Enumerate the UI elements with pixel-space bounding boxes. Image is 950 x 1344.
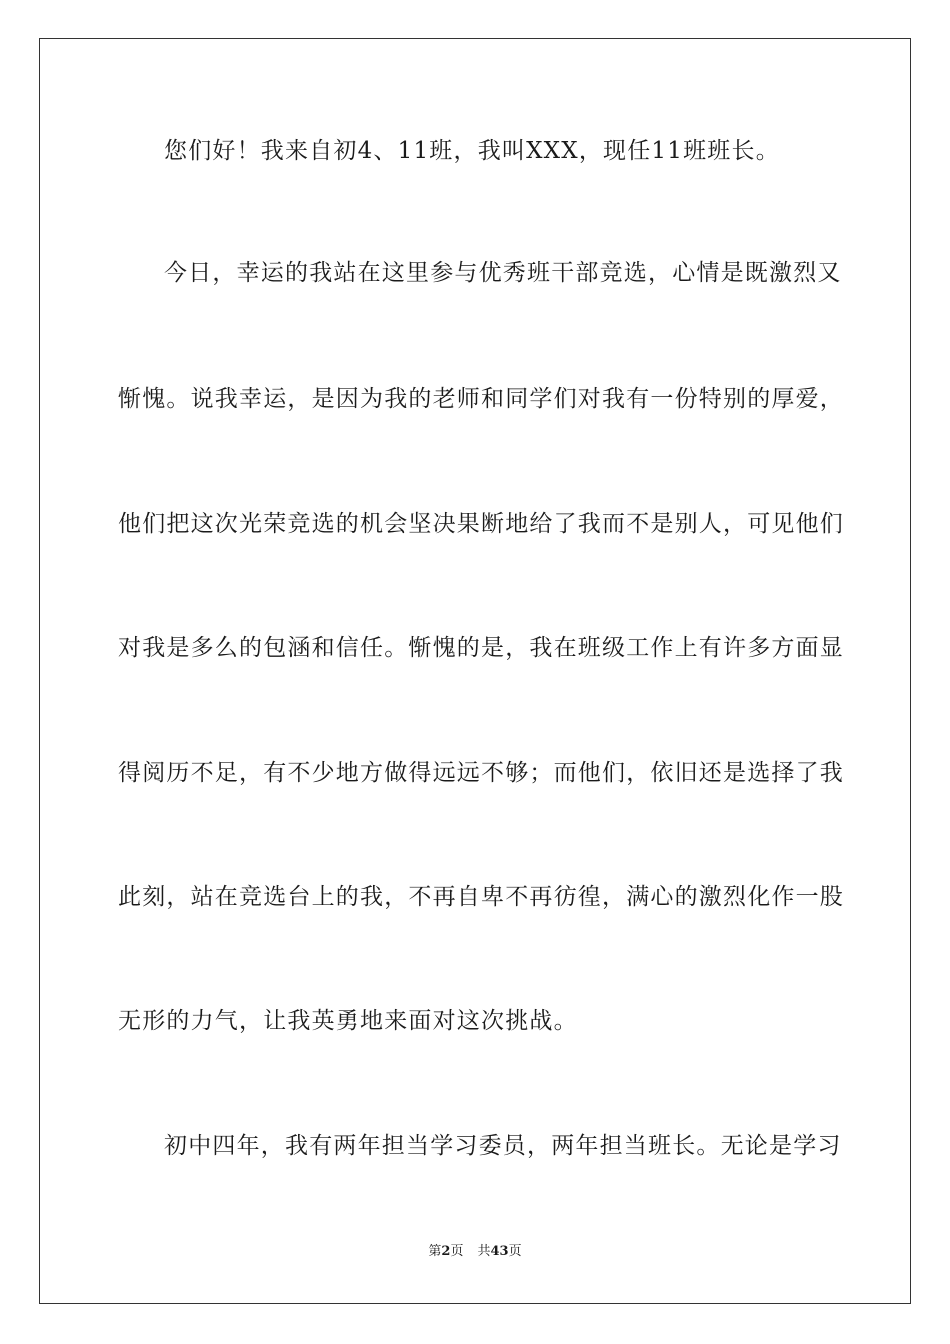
paragraph-line: 无形的力气，让我英勇地来面对这次挑战。 — [118, 1008, 578, 1034]
total-pages: 43 — [490, 1244, 509, 1259]
paragraph-line: 您们好！我来自初4、11班，我叫XXX，现任11班班长。 — [164, 138, 780, 164]
page-label-prefix: 第 — [428, 1244, 442, 1259]
paragraph-line: 今日，幸运的我站在这里参与优秀班干部竞选，心情是既激烈又 — [164, 260, 842, 286]
paragraph-line: 得阅历不足，有不少地方做得远远不够；而他们，依旧还是选择了我 — [118, 760, 844, 786]
paragraph-line: 他们把这次光荣竞选的机会坚决果断地给了我而不是别人，可见他们 — [118, 511, 844, 537]
paragraph-line: 对我是多么的包涵和信任。惭愧的是，我在班级工作上有许多方面显 — [118, 635, 844, 661]
total-label-suffix: 页 — [508, 1244, 522, 1259]
paragraph-line: 此刻，站在竞选台上的我，不再自卑不再彷徨，满心的激烈化作一股 — [118, 884, 844, 910]
page-footer — [0, 1243, 950, 1261]
paragraph-line: 惭愧。说我幸运，是因为我的老师和同学们对我有一份特别的厚爱， — [118, 386, 844, 412]
page-number: 2 — [441, 1244, 451, 1259]
page-border — [39, 38, 911, 1304]
paragraph-line: 初中四年，我有两年担当学习委员，两年担当班长。无论是学习 — [164, 1133, 842, 1159]
total-label-prefix: 共 — [477, 1244, 491, 1259]
page-label-suffix: 页 — [450, 1244, 464, 1259]
